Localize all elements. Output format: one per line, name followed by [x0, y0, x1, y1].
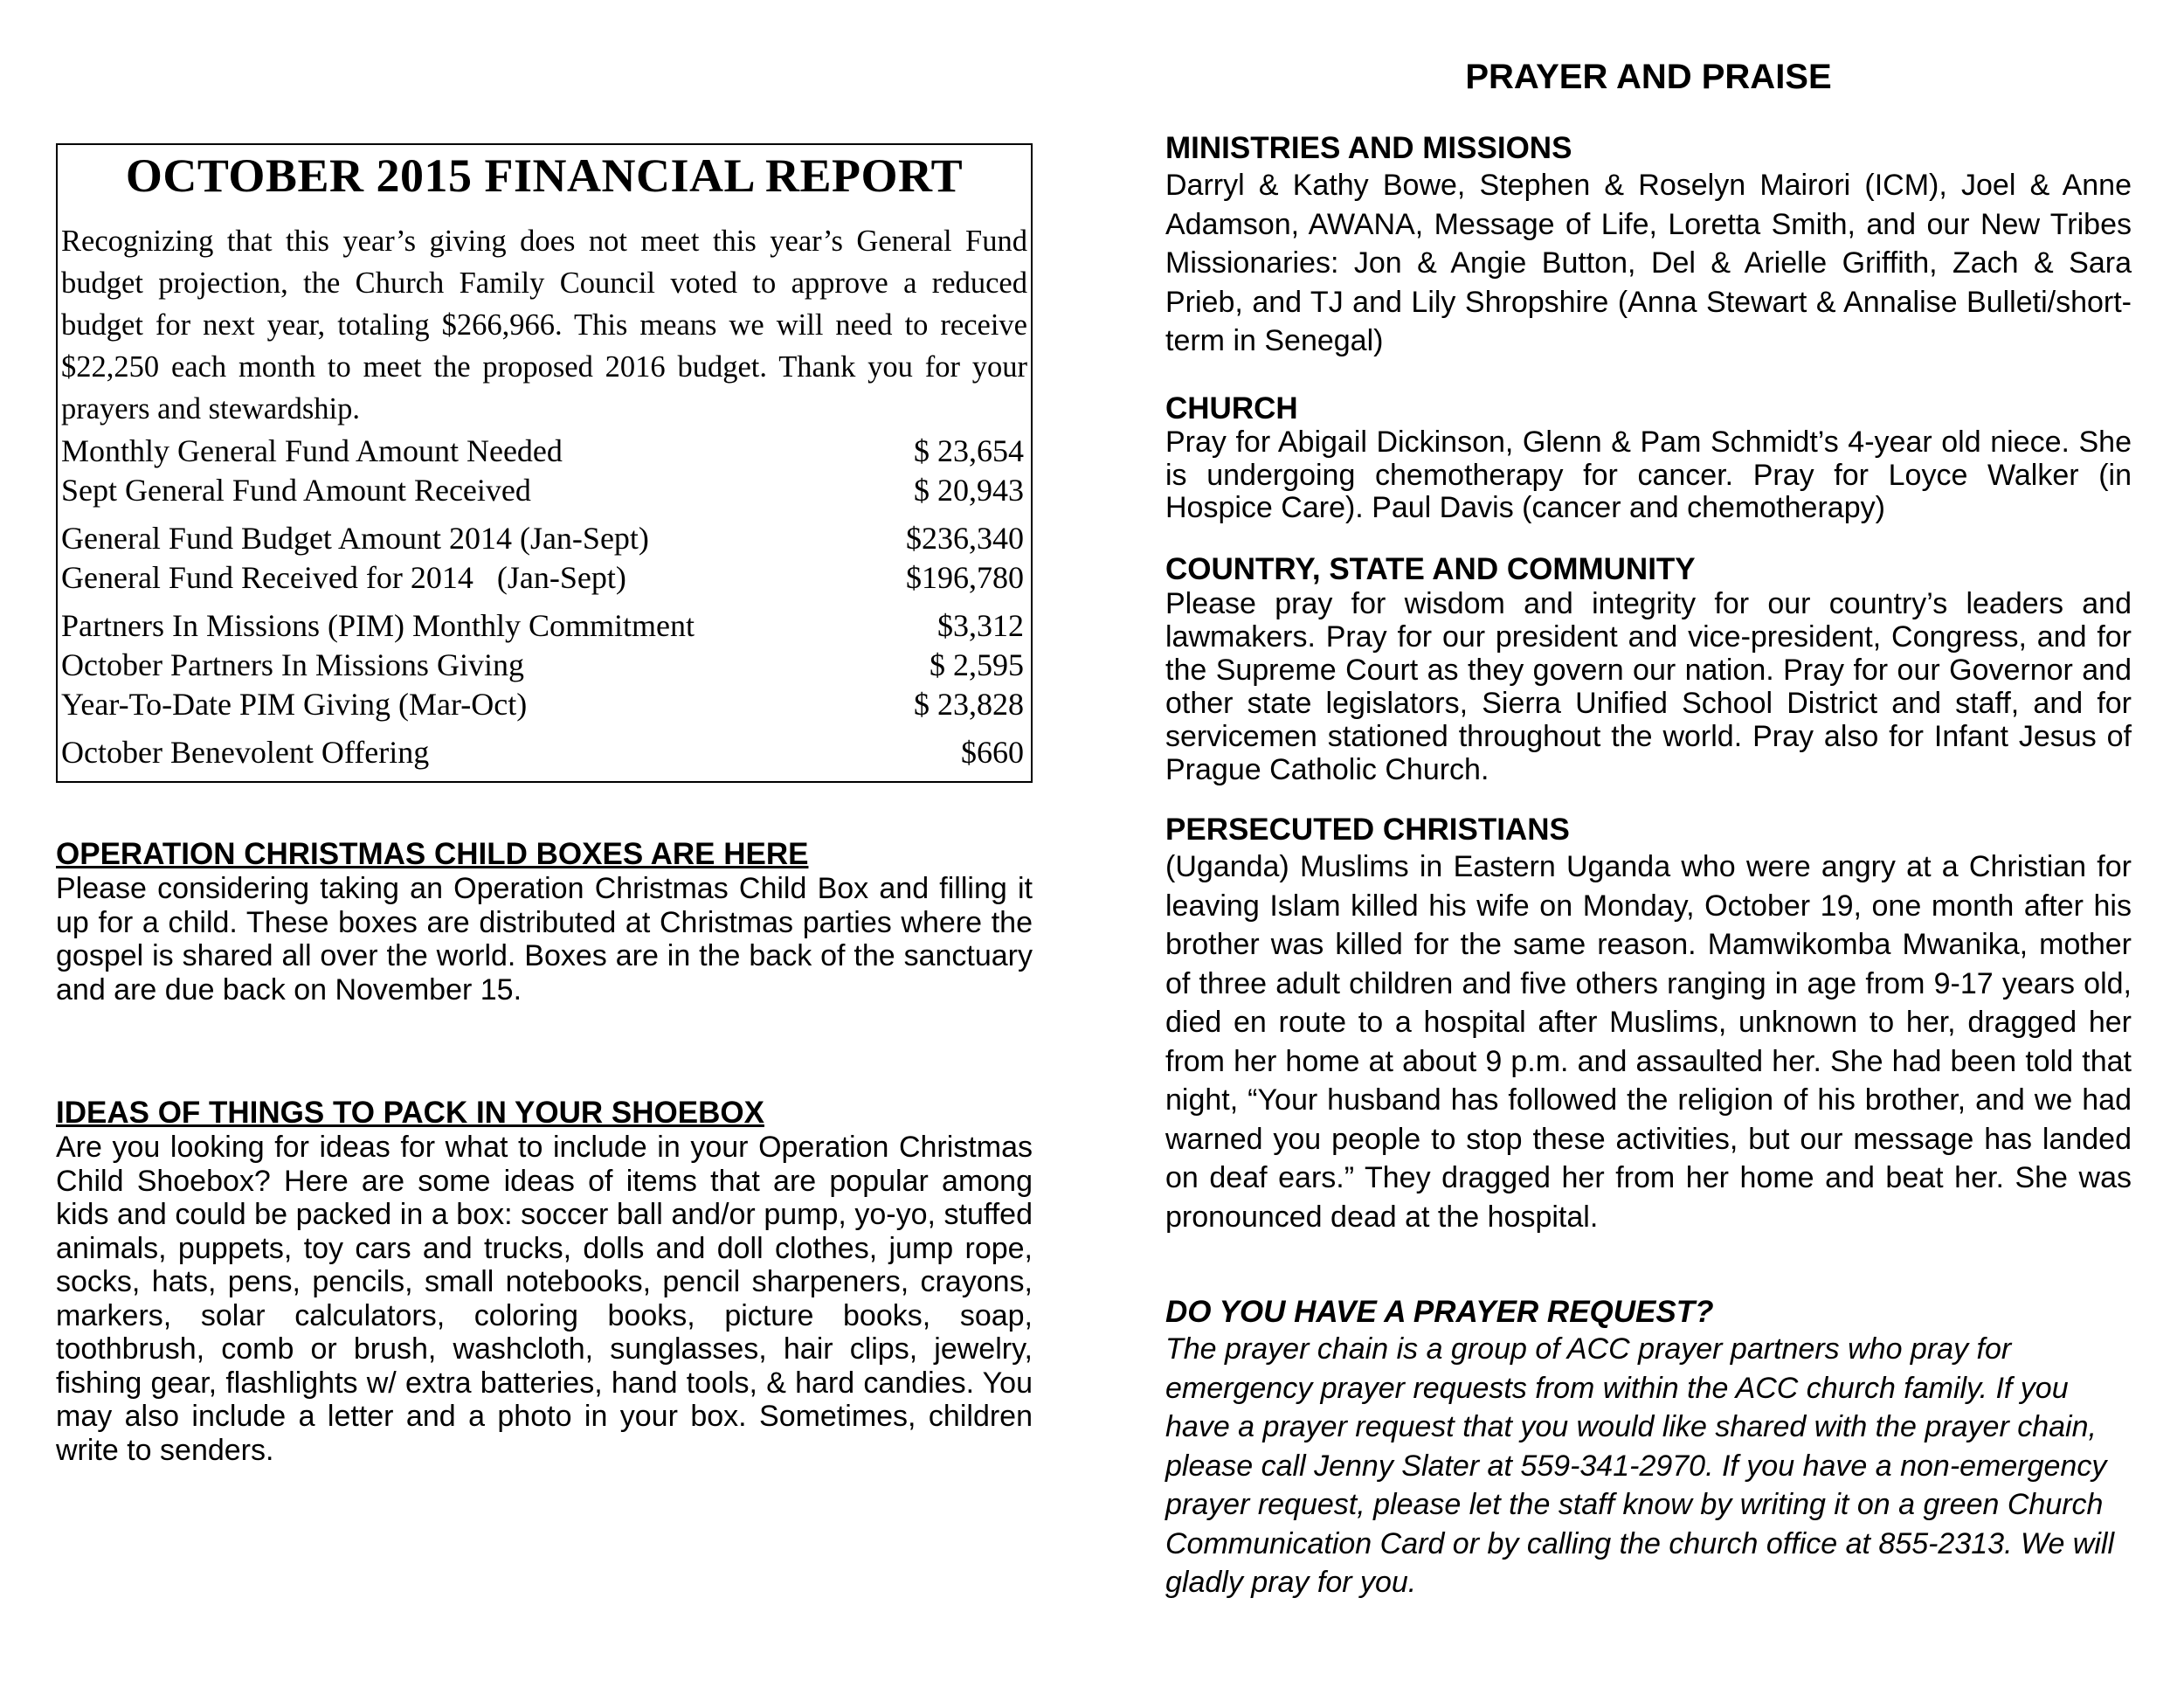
prayer-praise-title: PRAYER AND PRAISE	[1465, 58, 1832, 96]
financial-row-label: Monthly General Fund Amount Needed	[61, 433, 563, 468]
financial-row	[61, 558, 1024, 598]
financial-row	[61, 685, 1024, 724]
financial-row-value: $ 23,828	[914, 687, 1024, 722]
ministries-heading: MINISTRIES AND MISSIONS	[1165, 131, 1572, 165]
financial-row-label: Year-To-Date PIM Giving (Mar-Oct)	[61, 687, 528, 722]
financial-row-value: $ 23,654	[914, 433, 1024, 468]
financial-row-value: $196,780	[906, 560, 1024, 595]
financial-row-label: Partners In Missions (PIM) Monthly Commitment	[61, 608, 695, 643]
financial-row-value: $236,340	[906, 521, 1024, 556]
ministries-section	[1165, 131, 2132, 361]
prayer-request-heading: DO YOU HAVE A PRAYER REQUEST?	[1165, 1295, 1714, 1329]
shoebox-ideas-section	[56, 1096, 1033, 1467]
persecuted-section	[1165, 813, 2132, 1236]
church-section	[1165, 391, 2132, 525]
financial-row	[61, 471, 1024, 510]
financial-row	[61, 432, 1024, 471]
financial-row-label: General Fund Budget Amount 2014 (Jan-Sept)	[61, 521, 649, 556]
financial-row	[61, 606, 1024, 646]
financial-row-label: October Benevolent Offering	[61, 735, 430, 770]
persecuted-body: (Uganda) Muslims in Eastern Uganda who were angry at a Christian for leaving Islam killed his wife on Monday, October 19, one month after his brother was killed for the same reason. Mamwikomba Mwanika, mother of three adult children and five others ranging in age from 9-17 years old, died en route to a hospital after Muslims, unknown to her, dragged her from her home at about 9 p.m. and assaulted her. She had been told that night, “Your husband has followed the religion of his brother, and we had warned you people to stop these activities, but our message has landed on deaf ears.” They dragged her from her home and beat her. She was pronounced dead at the hospital.	[1165, 850, 2132, 1234]
financial-row-label: October Partners In Missions Giving	[61, 647, 524, 682]
financial-row-value: $3,312	[937, 608, 1024, 643]
financial-row	[61, 733, 1024, 772]
persecuted-heading: PERSECUTED CHRISTIANS	[1165, 813, 1570, 847]
ministries-body: Darryl & Kathy Bowe, Stephen & Roselyn Mairori (ICM), Joel & Anne Adamson, AWANA, Message of Life, Loretta Smith, and our New Tribes Missionaries: Jon & Angie Button, Del & Arielle Griffith, Zach & Sara Prieb, and TJ and Lily Shropshire (Anna Stewart & Annalise Bulleti/short-term in Senegal)	[1165, 169, 2132, 357]
occ-section	[56, 837, 1033, 1007]
country-section	[1165, 552, 2132, 786]
church-body: Pray for Abigail Dickinson, Glenn & Pam Schmidt’s 4-year old niece. She is undergoing chemotherapy for cancer. Pray for Loyce Walker (in Hospice Care). Paul Davis (cancer and chemotherapy)	[1165, 425, 2132, 524]
financial-row-value: $660	[961, 735, 1024, 770]
shoebox-ideas-body: Are you looking for ideas for what to include in your Operation Christmas Child Shoebox? Here are some ideas of items that are popular among kids and could be packed in a box: soccer ball and/or pump, yo-yo, stuffed animals, puppets, toy cars and trucks, dolls and doll clothes, jump rope, socks, hats, pens, pencils, small notebooks, pencil sharpeners, crayons, markers, solar calculators, coloring books, picture books, soap, toothbrush, comb or brush, washcloth, sunglasses, hair clips, jewelry, fishing gear, flashlights w/ extra batteries, hand tools, & hard candies. You may also include a letter and a photo in your box. Sometimes, children write to senders.	[56, 1131, 1033, 1467]
country-body: Please pray for wisdom and integrity for our country’s leaders and lawmakers. Pray for our president and vice-president, Congress, and for the Supreme Court as they govern our nation. Pray for our Governor and other state legislators, Sierra Unified School District and staff, and for servicemen stationed throughout the world. Pray also for Infant Jesus of Prague Catholic Church.	[1165, 587, 2132, 786]
occ-heading: OPERATION CHRISTMAS CHILD BOXES ARE HERE	[56, 837, 809, 871]
country-heading: COUNTRY, STATE AND COMMUNITY	[1165, 552, 1696, 586]
financial-report-box	[56, 143, 1033, 783]
church-heading: CHURCH	[1165, 391, 1298, 425]
shoebox-ideas-heading: IDEAS OF THINGS TO PACK IN YOUR SHOEBOX	[56, 1096, 764, 1130]
financial-row	[61, 646, 1024, 685]
financial-report-title: OCTOBER 2015 FINANCIAL REPORT	[125, 149, 964, 202]
financial-row	[61, 519, 1024, 558]
financial-report-intro: Recognizing that this year’s giving does not meet this year’s General Fund budget projection, the Church Family Council voted to approve a reduced budget for next year, totaling $266,966. This means we will need to receive $22,250 each month to meet the proposed 2016 budget. Thank you for your prayers and stewardship.	[61, 225, 1027, 425]
occ-body: Please considering taking an Operation Christmas Child Box and filling it up for a child. These boxes are distributed at Christmas parties where the gospel is shared all over the world. Boxes are in the back of the sanctuary and are due back on November 15.	[56, 872, 1033, 1007]
financial-row-value: $ 20,943	[914, 473, 1024, 508]
financial-row-label: Sept General Fund Amount Received	[61, 473, 531, 508]
prayer-request-section	[1165, 1295, 2132, 1602]
financial-row-label: General Fund Received for 2014 (Jan-Sept)	[61, 560, 626, 595]
prayer-request-body: The prayer chain is a group of ACC prayer partners who pray for emergency prayer requests from within the ACC church family. If you have a prayer request that you would like shared with the prayer chain, please call Jenny Slater at 559-341-2970. If you have a non-emergency prayer request, please let the staff know by writing it on a green Church Communication Card or by calling the church office at 855-2313. We will gladly pray for you.	[1165, 1332, 2115, 1599]
financial-row-value: $ 2,595	[930, 647, 1024, 682]
financial-table	[61, 432, 1024, 772]
